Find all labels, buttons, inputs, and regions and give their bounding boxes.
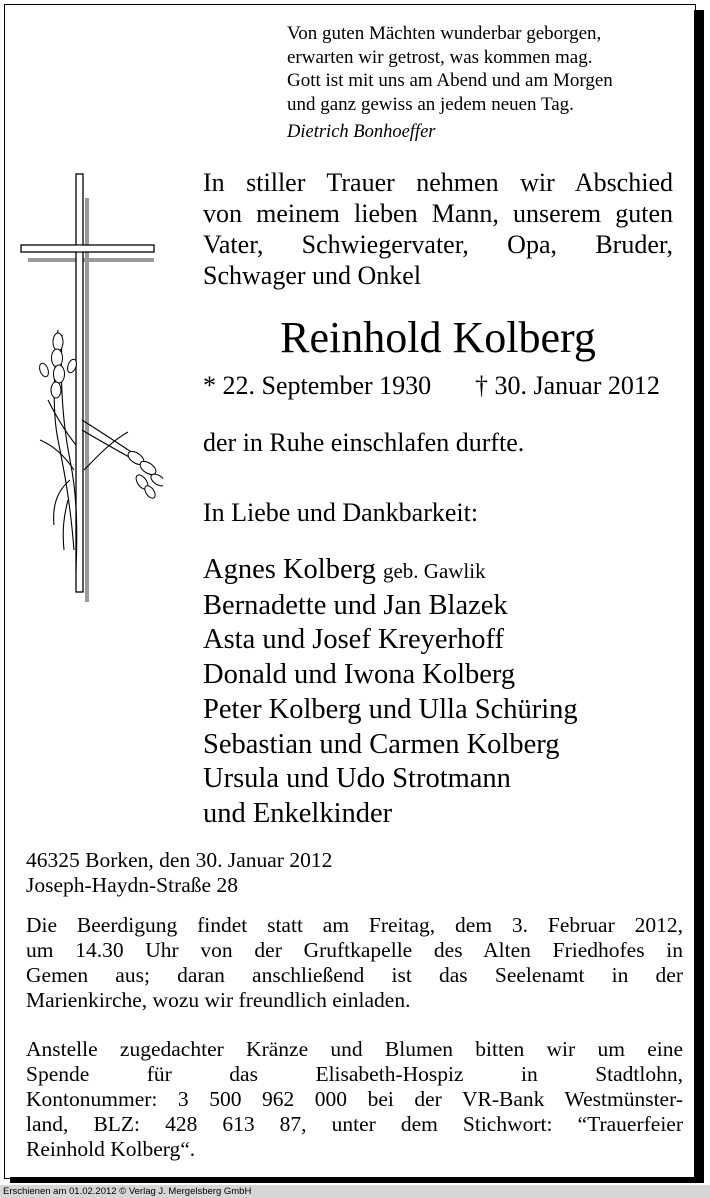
funeral-line: um 14.30 Uhr von der Gruftkapelle des Alten Friedhofes in (26, 938, 683, 962)
cross-with-wheat-icon (18, 170, 163, 610)
family-member (203, 553, 578, 589)
poem-author: Dietrich Bonhoeffer (287, 122, 436, 142)
street-address: Joseph-Haydn-Straße 28 (26, 873, 238, 897)
publication-footer (0, 1185, 710, 1198)
donation-line: Kontonummer: 3 500 962 000 bei der VR-Bank Westmünster- (26, 1087, 683, 1111)
frame-shadow-bottom (10, 1177, 704, 1183)
family-member: Sebastian und Carmen Kolberg (203, 728, 560, 760)
family-member: Asta und Josef Kreyerhoff (203, 624, 505, 656)
address-block (26, 848, 332, 898)
funeral-notice (26, 913, 683, 1013)
place-date: 46325 Borken, den 30. Januar 2012 (26, 848, 333, 872)
family-member: und Enkelkinder (203, 797, 393, 829)
maiden-name: geb. Gawlik (382, 559, 486, 583)
rest-text: der in Ruhe einschlafen durfte. (203, 428, 525, 457)
funeral-line: Die Beerdigung findet statt am Freitag, dem 3. Februar 2012, (26, 913, 683, 937)
poem-line: und ganz gewiss an jedem neuen Tag. (287, 93, 574, 115)
family-member: Bernadette und Jan Blazek (203, 589, 508, 621)
intro-line: Schwager und Onkel (203, 261, 422, 290)
thanks-heading: In Liebe und Dankbarkeit: (203, 498, 479, 527)
donation-line: land, BLZ: 428 613 87, unter dem Stichwort: “Trauerfeier (26, 1112, 683, 1136)
poem-line: Von guten Mächten wunderbar geborgen, (287, 23, 602, 44)
birth-date: * 22. September 1930 (203, 371, 432, 400)
family-member: Peter Kolberg und Ulla Schüring (203, 693, 578, 725)
intro-line: Vater, Schwiegervater, Opa, Bruder, (203, 230, 673, 259)
deceased-name: Reinhold Kolberg (280, 313, 596, 362)
death-date: † 30. Januar 2012 (475, 371, 660, 400)
intro-line: von meinem lieben Mann, unserem guten (203, 199, 673, 228)
poem-line: erwarten wir getrost, was kommen mag. (287, 46, 593, 68)
frame-shadow-right (694, 10, 704, 1183)
donation-line: Spende für das Elisabeth-Hospiz in Stadtlohn, (26, 1062, 683, 1086)
family-member: Ursula und Udo Strotmann (203, 763, 511, 795)
funeral-line: Gemen aus; daran anschließend ist das Seelenamt in der (26, 963, 683, 987)
poem-line: Gott ist mit uns am Abend und am Morgen (287, 70, 613, 91)
footer-text: Erschienen am 01.02.2012 © Verlag J. Mergelsberg GmbH (3, 1186, 252, 1197)
intro-line: In stiller Trauer nehmen wir Abschied (203, 168, 673, 197)
family-member-name: Agnes Kolberg (203, 554, 376, 585)
donation-line: Reinhold Kolberg“. (26, 1137, 196, 1161)
family-member: Donald und Iwona Kolberg (203, 659, 516, 691)
intro-text (203, 167, 673, 291)
funeral-line: Marienkirche, wozu wir freundlich einladen. (26, 988, 411, 1012)
poem (287, 22, 687, 116)
donation-line: Anstelle zugedachter Kränze und Blumen bitten wir um eine (26, 1037, 683, 1061)
family-list (203, 553, 578, 832)
donation-notice (26, 1037, 683, 1162)
